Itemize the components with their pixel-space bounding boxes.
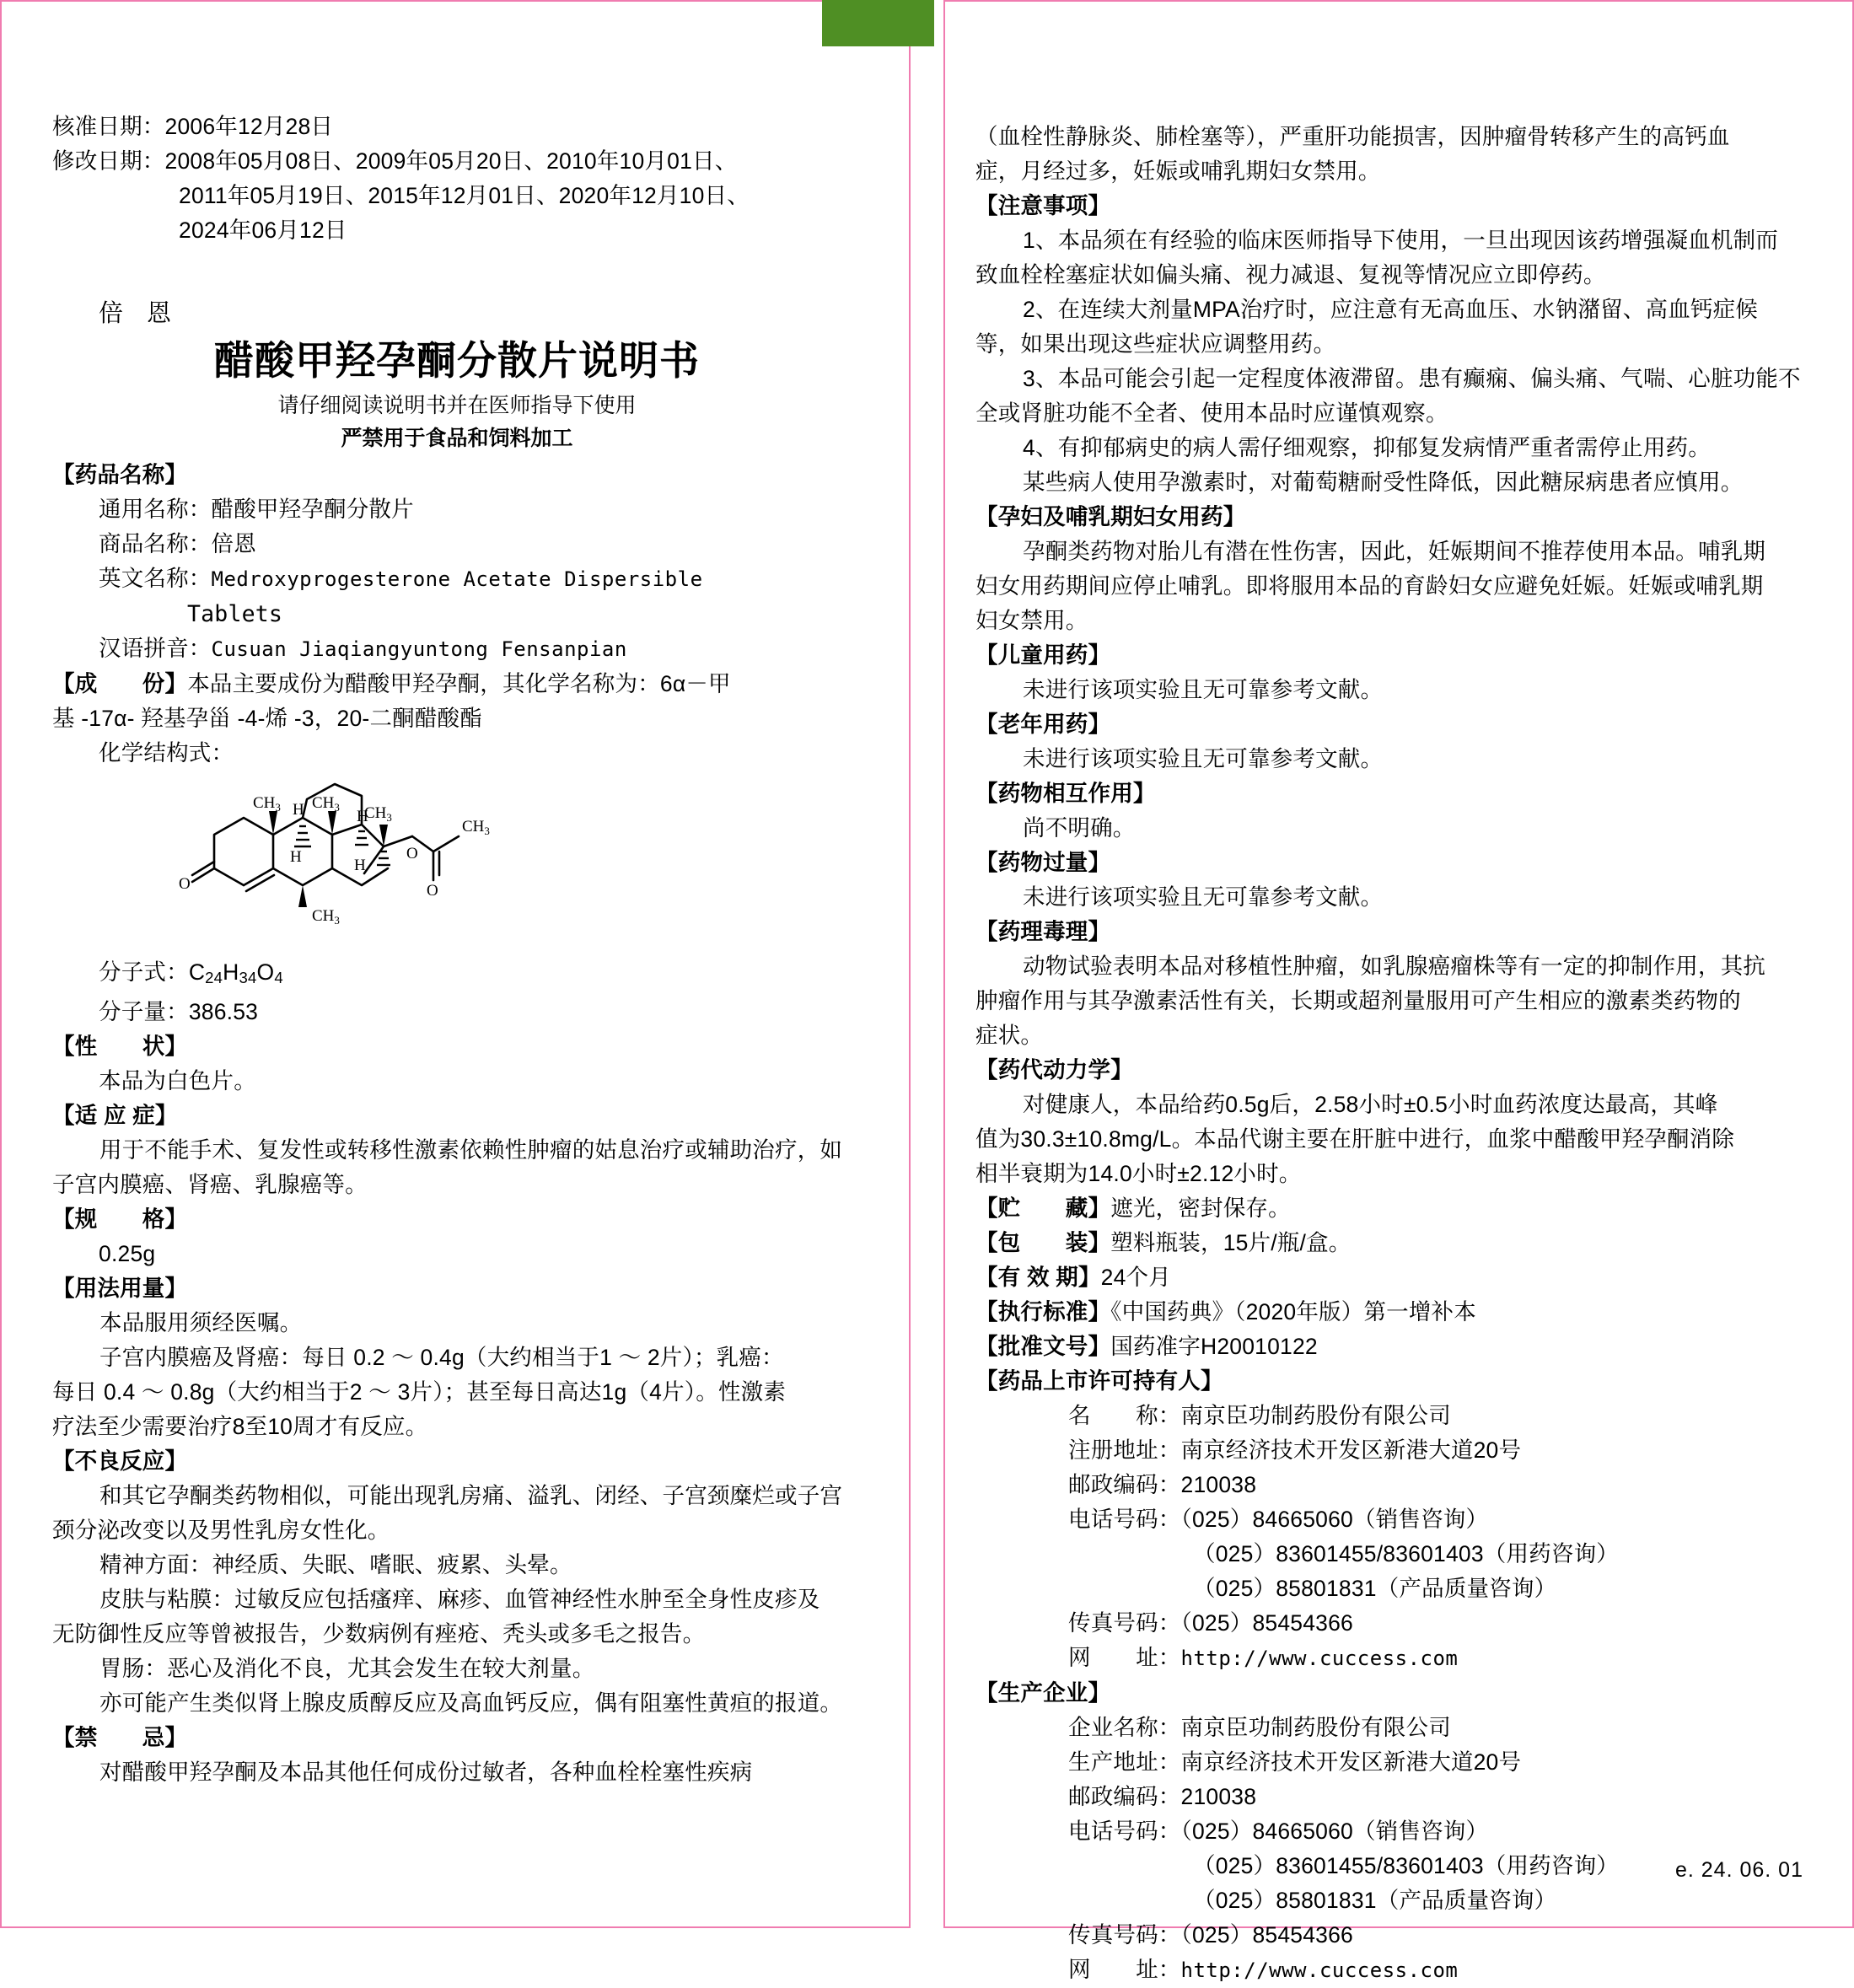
manufacturer-postcode-value: 210038 <box>1180 1784 1257 1809</box>
manufacturer-phone-label: 电话号码： <box>1068 1819 1181 1844</box>
storage-row <box>975 1191 1819 1226</box>
appearance-text: 本品为白色片。 <box>99 1068 256 1094</box>
title-subtitle-warning: 严禁用于食品和饲料加工 <box>341 427 573 450</box>
generic-name-value: 醋酸甲羟孕酮分散片 <box>211 497 414 522</box>
molecular-weight-value: 386.53 <box>188 999 259 1025</box>
revision-date-row-1 <box>52 144 862 179</box>
manufacturer-name-value: 南京臣功制药股份有限公司 <box>1180 1715 1451 1740</box>
pregnancy-line1: 孕酮类药物对胎儿有潜在性伤害，因此，妊娠期间不推荐使用本品。哺乳期 <box>1023 539 1766 564</box>
label-ch3-c6: $CH_3$ <box>312 907 340 927</box>
packaging-text: 塑料瓶装，15片/瓶/盒。 <box>1110 1230 1352 1255</box>
manufacturer-website-row <box>975 1953 1819 1988</box>
english-name-row <box>52 561 862 597</box>
composition-line1: 本品主要成份为醋酸甲羟孕酮，其化学名称为：6α－甲 <box>187 671 731 696</box>
section-heading-specification: 【规 格】 <box>52 1206 188 1233</box>
approval-number-row <box>975 1330 1819 1364</box>
section-heading-pharmacokinetics: 【药代动力学】 <box>975 1057 1133 1083</box>
label-ch3-acetate: $CH_3$ <box>462 818 490 837</box>
section-heading-standard: 【执行标准】 <box>975 1299 1111 1324</box>
generic-name-row <box>52 492 862 527</box>
section-heading-toxicology: 【药理毒理】 <box>975 919 1111 944</box>
precaution-3-line2: 全或肾脏功能不全者、使用本品时应谨慎观察。 <box>975 400 1448 426</box>
mah-fax-row <box>975 1606 1819 1641</box>
wedge-c6-methyl <box>298 885 307 907</box>
section-heading-geriatric-use: 【老年用药】 <box>975 712 1111 737</box>
section-heading-packaging: 【包 装】 <box>975 1230 1111 1255</box>
section-heading-composition: 【成 份】 <box>52 671 188 696</box>
indications-line2: 子宫内膜癌、肾癌、乳腺癌等。 <box>52 1172 368 1198</box>
section-heading-pregnancy-lactation: 【孕妇及哺乳期妇女用药】 <box>975 504 1246 529</box>
right-column-content <box>975 2 1819 1988</box>
molecular-weight-label: 分子量： <box>99 999 189 1025</box>
generic-name-label: 通用名称： <box>99 497 212 522</box>
pinyin-value: Cusuan Jiaqiangyuntong Fensanpian <box>211 637 627 661</box>
formula-c-count: 24 <box>205 969 223 987</box>
approval-number-text: 国药准字H20010122 <box>1110 1334 1318 1359</box>
mah-website-row <box>975 1641 1819 1676</box>
standard-text: 《中国药典》（2020年版）第一增补本 <box>1110 1299 1476 1324</box>
formula-o-count: 4 <box>274 969 283 987</box>
manufacturer-phone-value-3: （025）85801831（产品质量咨询） <box>1193 1888 1557 1913</box>
section-heading-contraindications: 【禁 忌】 <box>52 1725 188 1751</box>
trade-name-label: 商品名称： <box>99 531 212 556</box>
mah-phone-row-1 <box>975 1502 1819 1537</box>
indications-line1: 用于不能手术、复发性或转移性激素依赖性肿瘤的姑息治疗或辅助治疗，如 <box>99 1137 843 1163</box>
precaution-3-line1: 3、本品可能会引起一定程度体液滞留。患有癫痫、偏头痛、气喘、心脏功能不 <box>1023 366 1801 391</box>
english-name-value-line2: Tablets <box>187 601 283 627</box>
chemical-structure-svg <box>162 774 550 955</box>
manufacturer-name-label: 企业名称： <box>1068 1715 1181 1740</box>
dosage-line1: 本品服用须经医嘱。 <box>99 1310 303 1336</box>
pharmacokinetics-line1: 对健康人，本品给药0.5g后，2.58小时±0.5小时血药浓度达最高，其峰 <box>1023 1092 1718 1117</box>
left-panel <box>0 0 911 1928</box>
overdose-text: 未进行该项实验且无可靠参考文献。 <box>1023 884 1384 910</box>
section-heading-appearance: 【性 状】 <box>52 1034 188 1060</box>
mah-address-label: 注册地址： <box>1068 1437 1181 1463</box>
pregnancy-line2: 妇女用药期间应停止哺乳。即将服用本品的育龄妇女应避免妊娠。妊娠或哺乳期 <box>975 573 1764 599</box>
label-ch3-c17: $CH_3$ <box>364 804 392 824</box>
approval-date-row <box>52 110 862 144</box>
dosage-line2: 子宫内膜癌及肾癌：每日 0.2 ～ 0.4g（大约相当于1 ～ 2片）；乳癌： <box>99 1345 784 1371</box>
manufacturer-postcode-label: 邮政编码： <box>1068 1784 1181 1809</box>
manufacturer-address-row <box>975 1745 1819 1780</box>
adverse-line4: 皮肤与粘膜：过敏反应包括瘙痒、麻疹、血管神经性水肿至全身性皮疹及 <box>99 1587 820 1613</box>
contraindications-cont-line1: （血栓性静脉炎、肺栓塞等），严重肝功能损害，因肿瘤骨转移产生的高钙血 <box>975 124 1730 149</box>
molecular-formula-label: 分子式： <box>99 959 189 985</box>
manufacturer-fax-value: （025）85454366 <box>1180 1922 1353 1948</box>
wedge-c10-methyl <box>269 811 277 835</box>
page-title: 醋酸甲羟孕酮分散片说明书 <box>214 338 700 383</box>
revision-date-value-1: 2008年05月08日、2009年05月20日、2010年10月01日、 <box>164 148 738 174</box>
label-h-c8b: H <box>290 848 302 866</box>
structure-label: 化学结构式： <box>99 740 234 766</box>
manufacturer-address-label: 生产地址： <box>1068 1749 1181 1775</box>
precaution-5-line1: 某些病人使用孕激素时，对葡萄糖耐受性降低，因此糖尿病患者应慎用。 <box>1023 470 1744 495</box>
specification-text: 0.25g <box>99 1241 156 1267</box>
section-heading-precautions: 【注意事项】 <box>975 193 1111 218</box>
label-o-ester-double: O <box>427 882 438 900</box>
pregnancy-line3: 妇女禁用。 <box>975 608 1088 633</box>
revision-date-value-2: 2011年05月19日、2015年12月01日、2020年12月10日、 <box>179 183 750 208</box>
mah-address-row <box>975 1433 1819 1468</box>
adverse-line2: 颈分泌改变以及男性乳房女性化。 <box>52 1518 390 1544</box>
title-subtitle-read-carefully: 请仔细阅读说明书并在医师指导下使用 <box>277 394 637 417</box>
manufacturer-postcode-row <box>975 1780 1819 1814</box>
section-heading-approval-number: 【批准文号】 <box>975 1334 1111 1359</box>
section-heading-adverse-reactions: 【不良反应】 <box>52 1448 188 1475</box>
adverse-line6: 胃肠：恶心及消化不良，尤其会发生在较大剂量。 <box>99 1656 595 1682</box>
label-h-c9: H <box>357 808 368 825</box>
precaution-1-line2: 致血栓栓塞症状如偏头痛、视力减退、复视等情况应立即停药。 <box>975 262 1606 287</box>
dosage-line4: 疗法至少需要治疗8至10周才有反应。 <box>52 1414 428 1440</box>
approval-date-value: 2006年12月28日 <box>164 114 334 139</box>
green-registration-tab <box>822 0 934 46</box>
edition-code: e. 24. 06. 01 <box>1674 1858 1803 1882</box>
manufacturer-phone-value-1: （025）84665060（销售咨询） <box>1180 1819 1489 1844</box>
toxicology-line1: 动物试验表明本品对移植性肿瘤，如乳腺癌瘤株等有一定的抑制作用，其抗 <box>1023 954 1766 979</box>
brand-mark: 倍 恩 <box>99 300 180 327</box>
shelf-life-text: 24个月 <box>1100 1265 1171 1290</box>
pharmacokinetics-line2: 值为30.3±10.8mg/L。本品代谢主要在肝脏中进行，血浆中醋酸甲羟孕酮消除 <box>975 1126 1735 1152</box>
pinyin-label: 汉语拼音： <box>99 636 212 661</box>
pharmacokinetics-line3: 相半衰期为14.0小时±2.12小时。 <box>975 1161 1302 1186</box>
section-heading-drug-name: 【药品名称】 <box>52 462 188 487</box>
pediatric-text: 未进行该项实验且无可靠参考文献。 <box>1023 677 1384 702</box>
geriatric-text: 未进行该项实验且无可靠参考文献。 <box>1023 746 1384 771</box>
manufacturer-address-value: 南京经济技术开发区新港大道20号 <box>1180 1749 1522 1775</box>
english-name-value-line1: Medroxyprogesterone Acetate Dispersible <box>211 567 703 591</box>
mah-postcode-value: 210038 <box>1180 1472 1257 1497</box>
mah-postcode-label: 邮政编码： <box>1068 1472 1181 1497</box>
precaution-2-line2: 等，如果出现这些症状应调整用药。 <box>975 331 1336 357</box>
trade-name-row <box>52 527 862 561</box>
contraindications-cont-line2: 症，月经过多，妊娠或哺乳期妇女禁用。 <box>975 159 1381 184</box>
panel-right-inner-rule <box>943 2 945 1926</box>
mah-name-label: 名 称： <box>1068 1403 1181 1428</box>
section-heading-indications: 【适 应 症】 <box>52 1103 178 1129</box>
precaution-1-line1: 1、本品须在有经验的临床医师指导下使用，一旦出现因该药增强凝血机制而 <box>1023 228 1779 253</box>
label-h-c14: H <box>354 857 366 874</box>
precaution-4-line1: 4、有抑郁病史的病人需仔细观察，抑郁复发病情严重者需停止用药。 <box>1023 435 1711 460</box>
precaution-2-line1: 2、在连续大剂量MPA治疗时，应注意有无高血压、水钠潴留、高血钙症候 <box>1023 297 1758 322</box>
label-ch3-c13: $CH_3$ <box>312 794 340 814</box>
mah-postcode-row <box>975 1468 1819 1502</box>
section-heading-drug-interactions: 【药物相互作用】 <box>975 781 1156 806</box>
manufacturer-fax-row <box>975 1918 1819 1953</box>
molecular-weight-row <box>52 995 862 1029</box>
contraindications-line1: 对醋酸甲羟孕酮及本品其他任何成份过敏者，各种血栓栓塞性疾病 <box>99 1760 753 1786</box>
left-column-content <box>52 2 862 1790</box>
manufacturer-phone-row-1 <box>975 1814 1819 1849</box>
panel-left-inner-rule <box>909 2 911 1926</box>
toxicology-line2: 肿瘤作用与其孕激素活性有关，长期或超剂量服用可产生相应的激素类药物的 <box>975 988 1741 1013</box>
panel-gutter <box>911 0 943 1928</box>
english-name-label: 英文名称： <box>99 566 212 591</box>
section-composition-first-line <box>52 667 862 701</box>
adverse-line3: 精神方面：神经质、失眠、嗜眠、疲累、头晕。 <box>99 1552 572 1578</box>
mah-fax-label: 传真号码： <box>1068 1610 1181 1636</box>
mah-fax-value: （025）85454366 <box>1180 1610 1353 1636</box>
molecular-formula-row <box>52 955 862 995</box>
section-heading-dosage: 【用法用量】 <box>52 1276 188 1302</box>
mah-phone-label: 电话号码： <box>1068 1507 1181 1532</box>
mah-phone-value-1: （025）84665060（销售咨询） <box>1180 1507 1489 1532</box>
label-ch3-c10: $CH_3$ <box>253 794 281 814</box>
wedge-c13-methyl <box>328 811 336 835</box>
packaging-row <box>975 1226 1819 1260</box>
shelf-life-row <box>975 1260 1819 1295</box>
approval-date-label: 核准日期： <box>52 114 165 139</box>
mah-website-value[interactable]: http://www.cuccess.com <box>1180 1647 1459 1670</box>
adverse-line7: 亦可能产生类似肾上腺皮质醇反应及高血钙反应，偶有阻塞性黄疸的报道。 <box>99 1690 843 1717</box>
section-heading-manufacturer: 【生产企业】 <box>975 1680 1111 1706</box>
section-heading-pediatric-use: 【儿童用药】 <box>975 642 1111 668</box>
composition-line2: 基 -17α- 羟基孕甾 -4-烯 -3，20-二酮醋酸酯 <box>52 706 482 731</box>
mah-phone-value-3: （025）85801831（产品质量咨询） <box>1193 1576 1557 1601</box>
interactions-text: 尚不明确。 <box>1023 815 1136 841</box>
mah-address-value: 南京经济技术开发区新港大道20号 <box>1180 1437 1522 1463</box>
label-o-ketone: O <box>179 875 191 893</box>
revision-date-label: 修改日期： <box>52 148 165 174</box>
storage-text: 遮光，密封保存。 <box>1110 1195 1291 1221</box>
manufacturer-name-row <box>975 1711 1819 1745</box>
section-heading-overdose: 【药物过量】 <box>975 850 1111 875</box>
dosage-line3: 每日 0.4 ～ 0.8g（大约相当于2 ～ 3片）；甚至每日高达1g（4片）。性激素 <box>52 1379 787 1405</box>
mah-website-label: 网 址： <box>1068 1645 1181 1670</box>
formula-h-count: 34 <box>239 969 257 987</box>
label-o-ester-single: O <box>406 845 418 862</box>
mah-phone-value-2: （025）83601455/83601403（用药咨询） <box>1193 1541 1619 1566</box>
manufacturer-website-value[interactable]: http://www.cuccess.com <box>1180 1958 1459 1982</box>
section-heading-shelf-life: 【有 效 期】 <box>975 1265 1101 1290</box>
mah-name-value: 南京臣功制药股份有限公司 <box>1180 1403 1451 1428</box>
manufacturer-fax-label: 传真号码： <box>1068 1922 1181 1948</box>
adverse-line1: 和其它孕酮类药物相似，可能出现乳房痛、溢乳、闭经、子宫颈糜烂或子宫 <box>99 1483 843 1509</box>
section-heading-mah: 【药品上市许可持有人】 <box>975 1368 1223 1394</box>
trade-name-value: 倍恩 <box>211 531 256 556</box>
revision-date-value-3: 2024年06月12日 <box>179 218 347 243</box>
right-panel <box>943 0 1854 1982</box>
section-heading-storage: 【贮 藏】 <box>975 1195 1111 1221</box>
mah-name-row <box>975 1399 1819 1433</box>
label-h-c8: H <box>293 801 304 819</box>
pinyin-row <box>52 631 862 667</box>
standard-row <box>975 1295 1819 1330</box>
manufacturer-website-label: 网 址： <box>1068 1957 1181 1982</box>
chemical-structure-diagram <box>162 774 550 955</box>
manufacturer-phone-value-2: （025）83601455/83601403（用药咨询） <box>1193 1853 1619 1878</box>
molecular-formula-value: $C_{24}H_{34}O_4$ <box>188 959 283 987</box>
adverse-line5: 无防御性反应等曾被报告，少数病例有痤疮、秃头或多毛之报告。 <box>52 1621 706 1647</box>
toxicology-line3: 症状。 <box>975 1023 1044 1048</box>
